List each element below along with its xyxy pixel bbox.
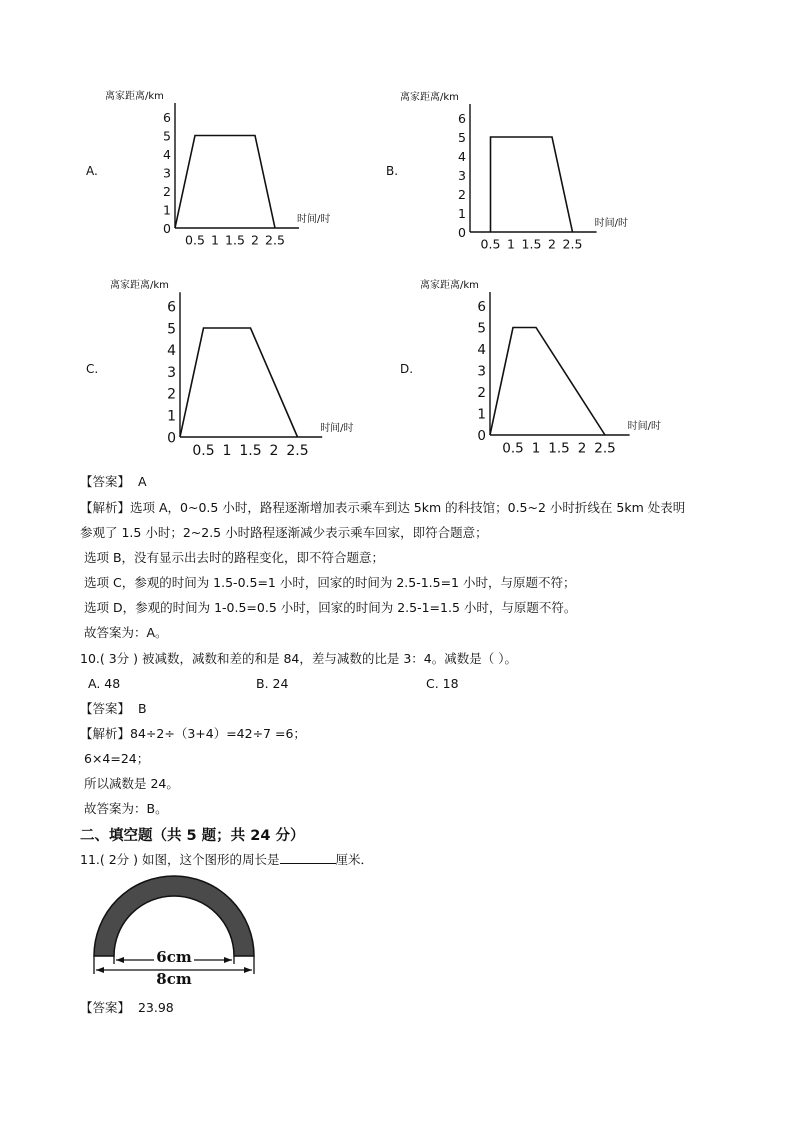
q10-choice-c: C. 18 (426, 676, 459, 691)
y-tick-label: 2 (167, 386, 176, 403)
x-tick-label: 1 (531, 440, 541, 457)
y-tick-label: 4 (167, 343, 176, 360)
answer-label: 【答案】 (80, 474, 131, 489)
y-tick-label: 0 (163, 220, 171, 236)
q9-analysis-line-4: 选项 C，参观的时间为 1.5-0.5=1 小时，回家的时间为 2.5-1.5=1 小时，与原题不符； (84, 575, 576, 590)
analysis-label: 【解析】 (80, 726, 131, 741)
distance-series-line (490, 328, 605, 436)
inner-diameter-label: 6cm (156, 948, 192, 966)
q9-analysis-line-6: 故答案为：A。 (84, 625, 168, 640)
q10-analysis-line-4: 故答案为：B。 (84, 801, 168, 816)
y-tick-label: 4 (163, 146, 171, 162)
section-heading: 二、填空题（共 5 题；共 24 分） (80, 828, 305, 844)
analysis-text: 84÷2÷（3+4）=42÷7 =6； (130, 726, 306, 741)
x-tick-label: 2 (269, 443, 279, 459)
y-tick-label: 3 (458, 167, 466, 183)
y-tick-label: 1 (167, 408, 176, 425)
semi-annulus-figure (84, 868, 264, 990)
arrow-head (96, 967, 104, 973)
y-tick-label: 4 (458, 148, 466, 164)
q10-stem: 10.( 3分 ) 被减数，减数和差的和是 84，差与减数的比是 3：4。减数是（ ）。 (80, 651, 517, 666)
option-letter-b: B. (386, 164, 399, 178)
x-tick-label: 0.5 (192, 443, 215, 459)
x-tick-label: 1 (211, 232, 219, 248)
answer-value: 23.98 (137, 1000, 174, 1015)
q9-analysis-line-5: 选项 D，参观的时间为 1-0.5=0.5 小时，回家的时间为 2.5-1=1.5 小时，与原题不符。 (84, 600, 577, 615)
x-tick-label: 0.5 (480, 236, 501, 252)
answer-value: B (137, 701, 147, 716)
y-tick-label: 5 (477, 320, 486, 337)
y-tick-label: 6 (458, 110, 466, 126)
q9-analysis-line-3: 选项 B，没有显示出去时的路程变化，即不符合题意； (84, 550, 385, 565)
y-tick-label: 3 (477, 363, 486, 380)
q9-analysis-line-1 (80, 500, 685, 516)
y-tick-label: 5 (458, 129, 466, 145)
x-tick-label: 1.5 (239, 443, 262, 459)
x-tick-label: 1 (507, 236, 515, 252)
answer-value: A (137, 474, 147, 489)
y-tick-label: 6 (477, 299, 486, 316)
q9-analysis-line-2: 参观了 1.5 小时；2~2.5 小时路程逐渐减少表示乘车回家，即符合题意； (80, 525, 488, 540)
y-axis-label: 离家距离/km (400, 92, 459, 103)
x-tick-label: 2 (577, 440, 587, 457)
q11-stem (80, 851, 373, 868)
x-tick-label: 2 (548, 236, 556, 252)
option-letter-c: C. (86, 362, 99, 376)
analysis-text: 选项 A，0~0.5 小时，路程逐渐增加表示乘车到达 5km 的科技馆；0.5~2 小时折线在 5km 处表明 (130, 500, 686, 515)
y-tick-label: 5 (163, 128, 171, 144)
x-tick-label: 1.5 (521, 236, 542, 252)
y-tick-label: 6 (167, 299, 176, 316)
x-tick-label: 2.5 (286, 443, 309, 459)
x-tick-label: 2.5 (594, 440, 616, 457)
y-axis-label: 离家距离/km (420, 280, 479, 291)
q11-answer (80, 1000, 174, 1016)
outer-diameter-label: 8cm (156, 970, 192, 988)
x-tick-label: 1.5 (548, 440, 570, 457)
x-axis-label: 时间/时 (627, 421, 661, 432)
q10-analysis-line-1 (80, 726, 306, 742)
q9-answer (80, 474, 147, 490)
y-tick-label: 2 (477, 385, 486, 402)
arrow-head (116, 957, 124, 963)
x-tick-label: 1 (222, 443, 232, 459)
q10-analysis-line-2: 6×4=24； (84, 751, 150, 766)
answer-blank (280, 851, 336, 864)
y-tick-label: 1 (458, 205, 466, 221)
x-axis-label: 时间/时 (594, 218, 628, 229)
q10-choice-b: B. 24 (256, 676, 289, 691)
answer-label: 【答案】 (80, 1000, 131, 1015)
x-tick-label: 1.5 (225, 232, 245, 248)
y-tick-label: 2 (163, 183, 171, 199)
y-tick-label: 4 (477, 342, 486, 359)
y-tick-label: 2 (458, 186, 466, 202)
semi-annulus-shape (94, 876, 254, 956)
arrow-head (244, 967, 252, 973)
y-tick-label: 0 (477, 428, 486, 445)
x-axis-label: 时间/时 (320, 423, 354, 434)
y-tick-label: 6 (163, 109, 171, 125)
x-tick-label: 2.5 (265, 232, 285, 248)
y-axis-label: 离家距离/km (105, 91, 164, 102)
x-tick-label: 2 (251, 232, 259, 248)
q11-stem-unit: 厘米． (335, 852, 374, 867)
q10-answer (80, 701, 147, 717)
y-tick-label: 1 (163, 202, 171, 218)
y-axis-label: 离家距离/km (110, 280, 169, 292)
y-tick-label: 1 (477, 406, 486, 423)
q10-analysis-line-3: 所以减数是 24。 (84, 776, 179, 791)
x-tick-label: 0.5 (185, 232, 205, 248)
q10-choice-a: A. 48 (88, 676, 121, 691)
y-tick-label: 0 (458, 224, 466, 240)
y-tick-label: 3 (163, 165, 171, 181)
y-tick-label: 3 (167, 364, 176, 381)
option-letter-d: D. (400, 362, 414, 376)
y-tick-label: 0 (167, 430, 176, 447)
x-tick-label: 0.5 (502, 440, 524, 457)
analysis-label: 【解析】 (80, 500, 131, 515)
y-tick-label: 5 (167, 321, 176, 338)
arrow-head (224, 957, 232, 963)
x-axis-label: 时间/时 (297, 214, 331, 225)
q11-stem-text: 11.( 2分 ) 如图，这个图形的周长是 (80, 852, 280, 867)
answer-label: 【答案】 (80, 701, 131, 716)
option-letter-a: A. (86, 164, 98, 178)
x-tick-label: 2.5 (562, 236, 583, 252)
